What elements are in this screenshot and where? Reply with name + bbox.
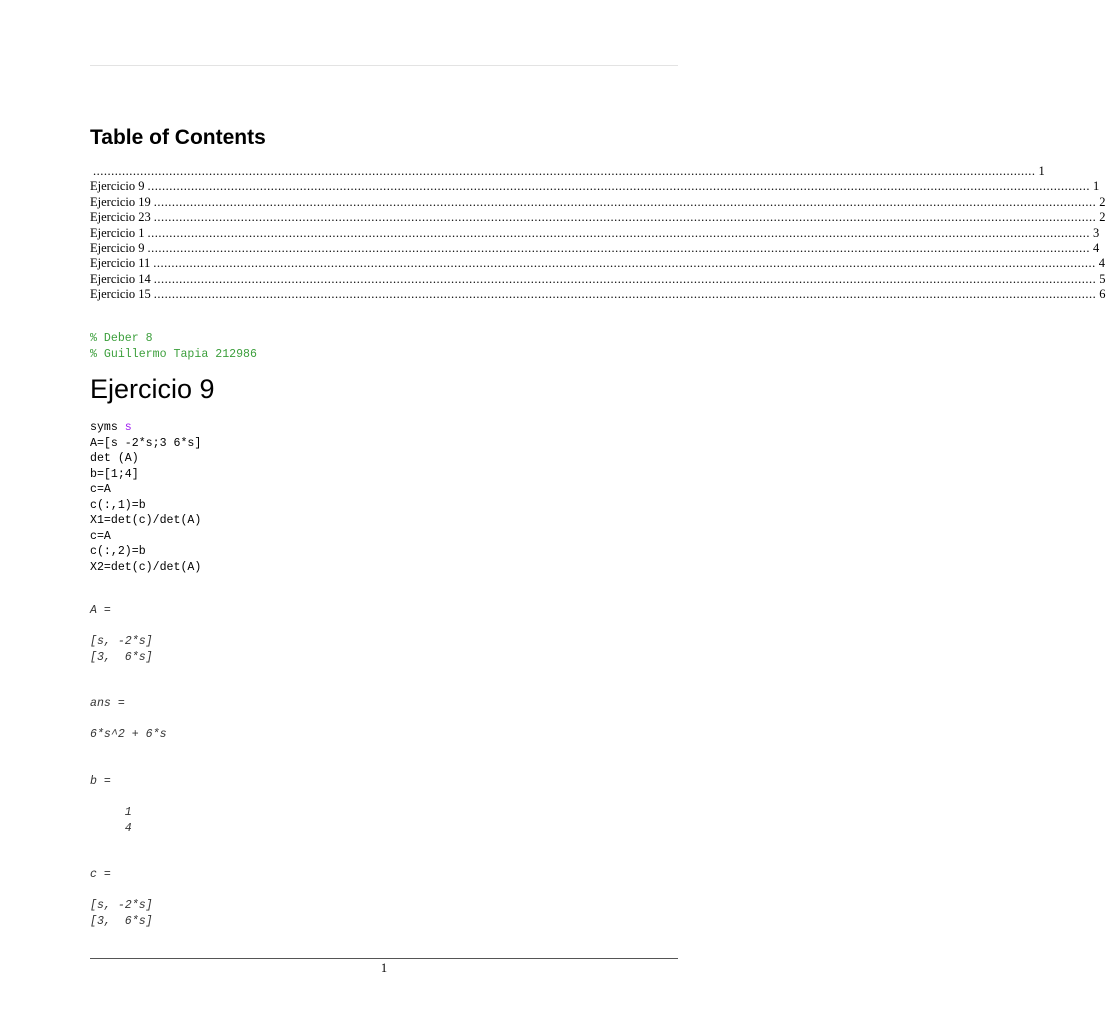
code-line: c(:,2)=b [90, 545, 146, 558]
toc-dot-leader: .................................................................................................................................................................................................................................................................... [147, 225, 1090, 240]
output-ans [90, 696, 167, 743]
toc-entry-label: Ejercicio 9 [90, 240, 145, 255]
output-c [90, 867, 153, 929]
toc-entry[interactable] [90, 194, 1106, 210]
comment-line: % Deber 8 [90, 332, 153, 345]
output-label: ans = [90, 697, 125, 710]
code-line: A=[s -2*s;3 6*s] [90, 436, 202, 450]
output-label: b = [90, 775, 111, 788]
code-line: c=A [90, 483, 111, 496]
table-of-contents [90, 164, 1106, 303]
code-string-arg: s [124, 421, 132, 434]
toc-entry[interactable] [90, 240, 1100, 256]
toc-dot-leader: .................................................................................................................................................................................................................................................................... [153, 210, 1097, 225]
toc-entry-label: Ejercicio 19 [90, 194, 151, 209]
toc-entry-label: Ejercicio 15 [90, 287, 151, 302]
code-line: b=[1;4] [90, 467, 139, 481]
output-row: 4 [90, 821, 132, 835]
output-row: [s, -2*s] [90, 899, 153, 912]
toc-entry[interactable] [90, 210, 1106, 225]
output-row: [3, 6*s] [90, 650, 153, 664]
toc-entry-label: Ejercicio 1 [90, 225, 145, 240]
toc-entry[interactable] [90, 256, 1106, 271]
output-row: [s, -2*s] [90, 635, 153, 648]
toc-entry-page: 1 [1038, 164, 1045, 178]
toc-entry-label: Ejercicio 9 [90, 179, 145, 194]
toc-entry[interactable] [90, 271, 1106, 287]
toc-entry-page: 2 [1099, 194, 1106, 209]
toc-entry[interactable] [90, 164, 1045, 179]
comment-line: % Guillermo Tapia 212986 [90, 347, 257, 361]
toc-entry-page: 5 [1099, 271, 1106, 286]
output-row: 1 [90, 806, 132, 819]
toc-dot-leader: .................................................................................................................................................................................................................................................................... [153, 256, 1096, 271]
output-b [90, 774, 132, 836]
toc-dot-leader: .................................................................................................................................................................................................................................................................... [153, 194, 1097, 209]
toc-entry-page: 2 [1099, 210, 1106, 225]
toc-entry[interactable] [90, 225, 1100, 241]
code-line: det (A) [90, 452, 139, 465]
code-keyword: syms [90, 421, 125, 434]
code-line: X2=det(c)/det(A) [90, 560, 202, 574]
toc-entry-page: 4 [1093, 240, 1100, 255]
toc-entry-label: Ejercicio 14 [90, 271, 151, 286]
toc-entry-page: 3 [1093, 225, 1100, 240]
toc-dot-leader: .................................................................................................................................................................................................................................................................... [93, 164, 1036, 178]
footer-rule [90, 958, 678, 959]
code-line: c=A [90, 529, 111, 543]
toc-entry-page: 1 [1093, 179, 1100, 194]
output-a [90, 603, 153, 665]
top-rule [90, 65, 678, 66]
toc-entry[interactable] [90, 179, 1100, 194]
toc-title: Table of Contents [90, 126, 266, 149]
toc-entry[interactable] [90, 287, 1106, 302]
toc-entry-page: 6 [1099, 287, 1106, 302]
output-value: 6*s^2 + 6*s [90, 728, 167, 741]
code-block [90, 420, 201, 575]
page-number: 1 [380, 961, 388, 975]
output-row: [3, 6*s] [90, 914, 153, 928]
toc-entry-label: Ejercicio 23 [90, 210, 151, 225]
code-comments [90, 331, 257, 362]
section-heading: Ejercicio 9 [90, 374, 215, 404]
toc-entry-page: 4 [1098, 256, 1106, 271]
code-line: c(:,1)=b [90, 498, 146, 512]
toc-dot-leader: .................................................................................................................................................................................................................................................................... [147, 240, 1090, 255]
code-line: X1=det(c)/det(A) [90, 514, 202, 527]
toc-dot-leader: .................................................................................................................................................................................................................................................................... [153, 271, 1097, 286]
toc-dot-leader: .................................................................................................................................................................................................................................................................... [153, 287, 1097, 302]
toc-entry-label: Ejercicio 11 [90, 256, 151, 271]
toc-dot-leader: .................................................................................................................................................................................................................................................................... [147, 179, 1090, 194]
output-label: c = [90, 868, 111, 881]
output-label: A = [90, 604, 111, 617]
